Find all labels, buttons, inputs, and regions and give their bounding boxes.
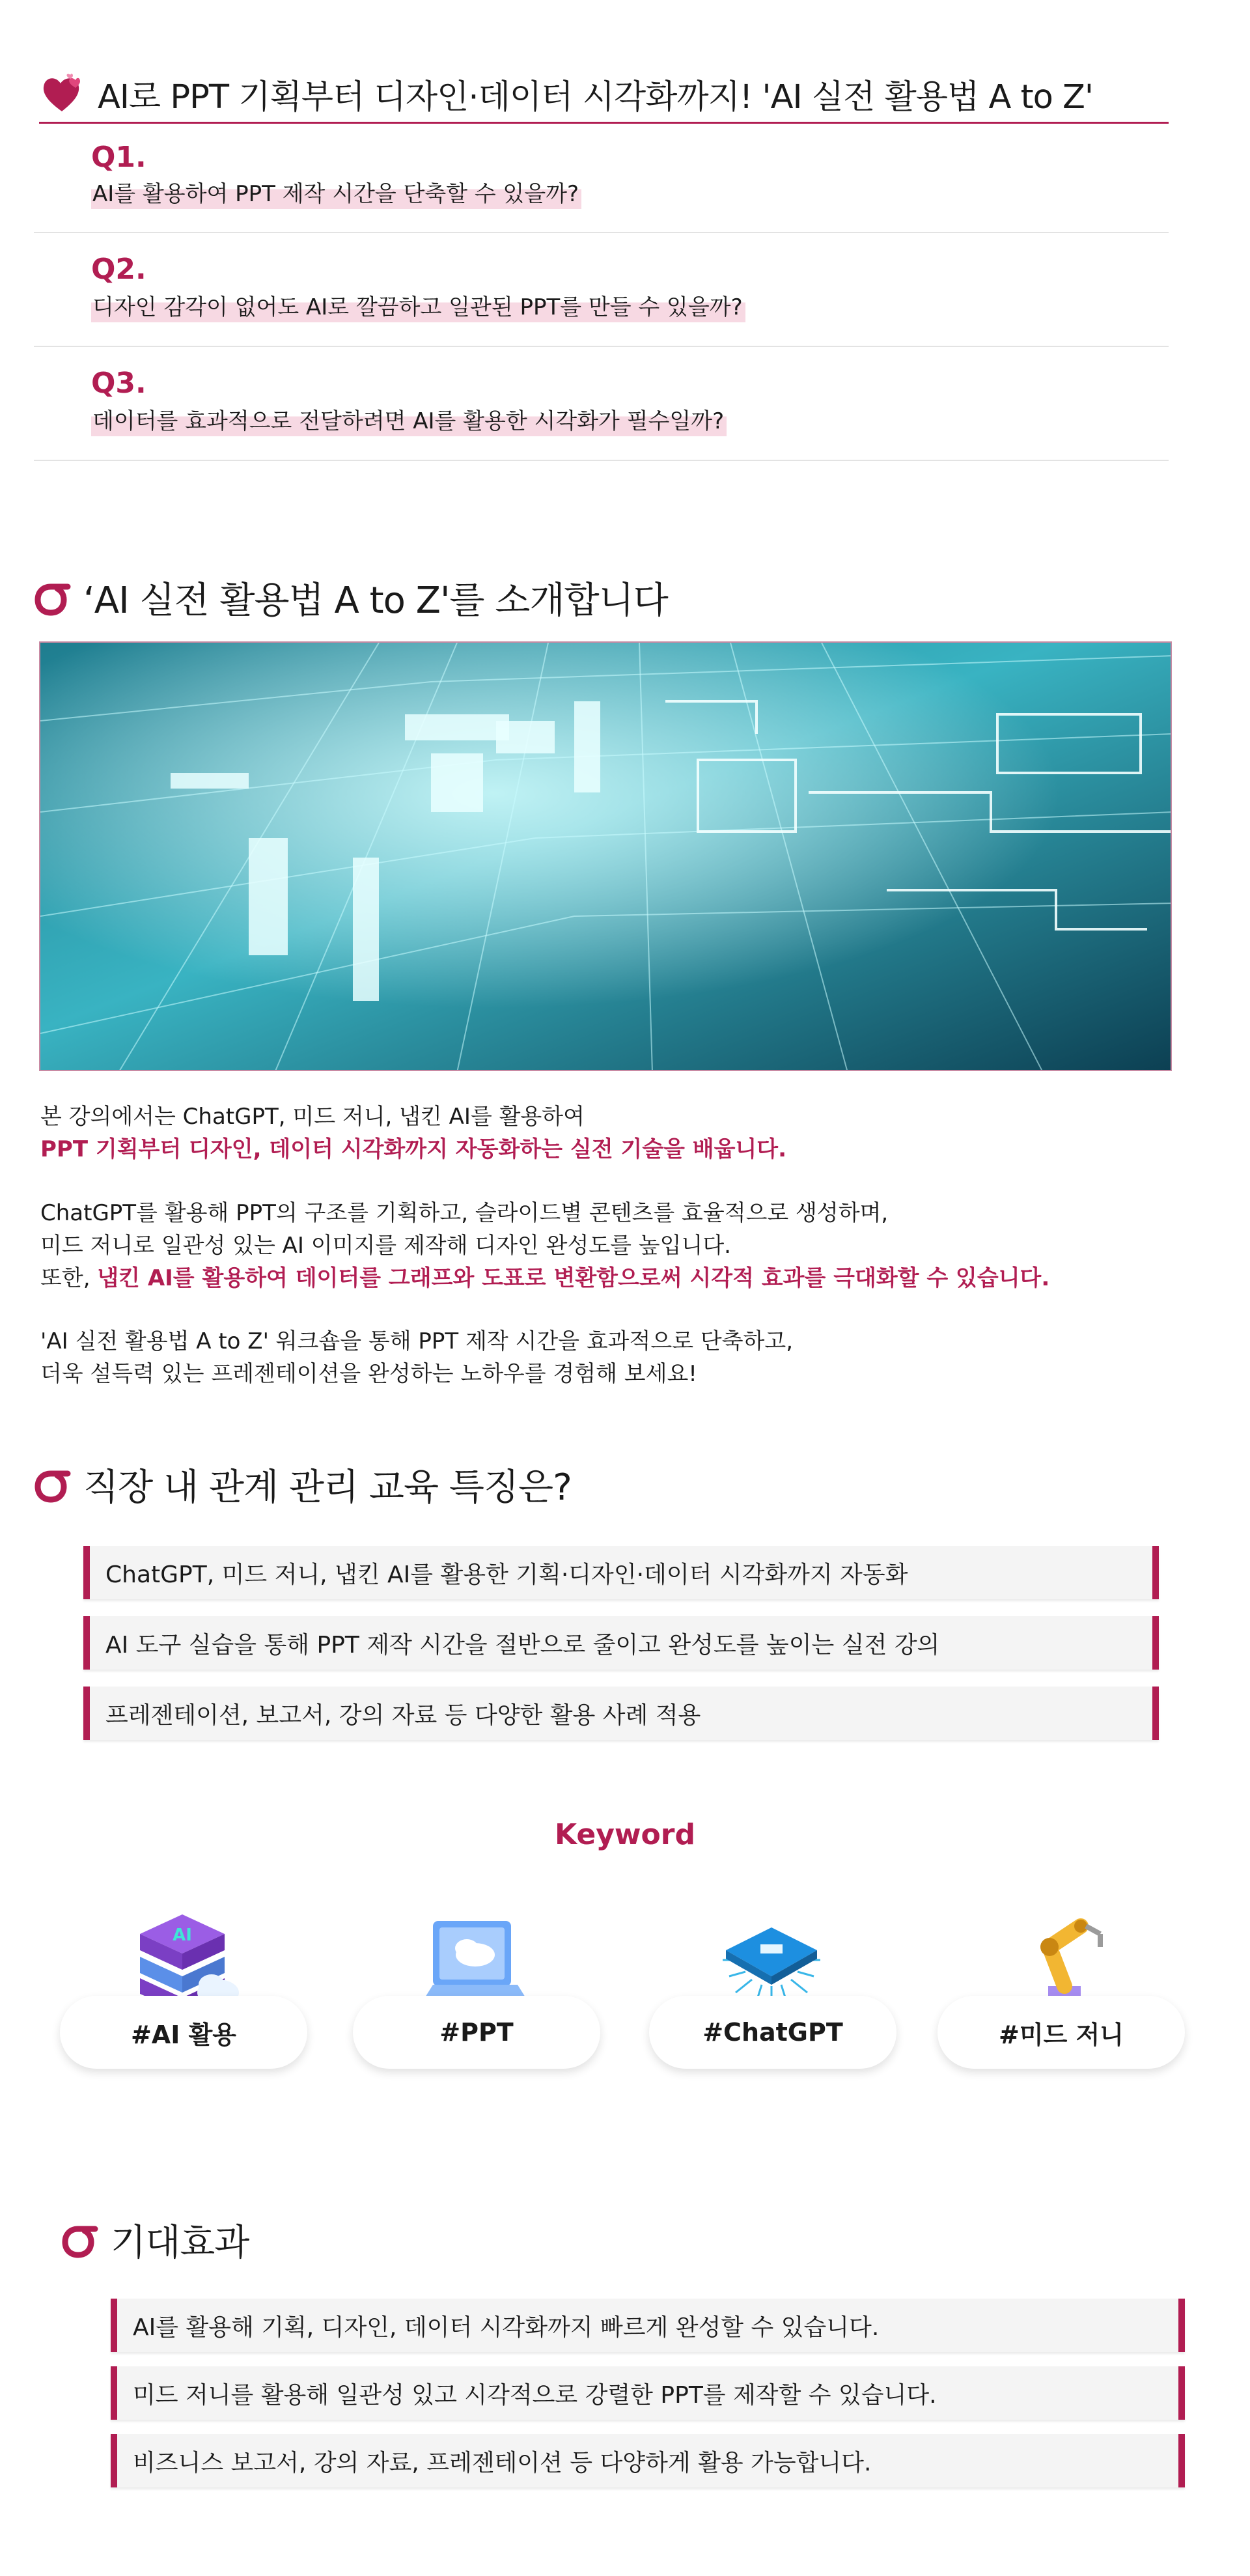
question-item-2 xyxy=(34,233,1169,347)
hearts-icon xyxy=(39,71,85,117)
keyword-pill-ai: #AI 활용 xyxy=(60,1996,307,2069)
keyword-pill-ppt: #PPT xyxy=(353,1996,600,2069)
keyword-pill-midjourney: #미드 저니 xyxy=(938,1996,1185,2069)
intro-text-line: 미드 저니로 일관성 있는 AI 이미지를 제작해 디자인 완성도를 높입니다. xyxy=(40,1233,731,1259)
features-title: 직장 내 관계 관리 교육 특징은? xyxy=(83,1466,572,1509)
ai-badge-text: AI xyxy=(173,1925,192,1945)
intro-accent-line: PPT 기획부터 디자인, 데이터 시각화까지 자동화하는 실전 기술을 배웁니다. xyxy=(40,1136,787,1162)
intro-text-line xyxy=(40,1262,1049,1295)
question-text: 디자인 감각이 없어도 AI로 깔끔하고 일관된 PPT를 만들 수 있을까? xyxy=(91,289,745,322)
intro-accent-text: 냅킨 AI를 활용하여 데이터를 그래프와 도표로 변환함으로써 시각적 효과를 극대화할 수 있습니다. xyxy=(97,1265,1050,1291)
intro-section-heading xyxy=(34,572,668,624)
intro-text-line: ChatGPT를 활용해 PPT의 구조를 기획하고, 슬라이드별 콘텐츠를 효율적으로 생성하며, xyxy=(40,1200,889,1226)
feature-item: 프레젠테이션, 보고서, 강의 자료 등 다양한 활용 사례 적용 xyxy=(83,1687,1159,1740)
feature-item: AI 도구 실습을 통해 PPT 제작 시간을 절반으로 줄이고 완성도를 높이는 실전 강의 xyxy=(83,1616,1159,1670)
intro-paragraph-3 xyxy=(40,1325,793,1390)
sigma-bullet-icon xyxy=(61,2221,99,2259)
features-section-heading xyxy=(34,1459,572,1511)
circuit-illustration xyxy=(40,643,1172,1071)
effects-title: 기대효과 xyxy=(111,2222,249,2264)
intro-paragraph-1 xyxy=(40,1100,786,1166)
question-text: AI를 활용하여 PPT 제작 시간을 단축할 수 있을까? xyxy=(91,176,581,209)
page-title-bar xyxy=(39,65,1169,124)
page-title: AI로 PPT 기획부터 디자인·데이터 시각화까지! 'AI 실전 활용법 A to Z' xyxy=(98,77,1093,117)
question-text: 데이터를 효과적으로 전달하려면 AI를 활용한 시각화가 필수일까? xyxy=(91,403,727,436)
keyword-title: Keyword xyxy=(555,1818,695,1851)
effect-item: 미드 저니를 활용해 일관성 있고 시각적으로 강렬한 PPT를 제작할 수 있습니다. xyxy=(111,2366,1185,2420)
question-number: Q2. xyxy=(91,253,146,286)
effect-item: AI를 활용해 기획, 디자인, 데이터 시각화까지 빠르게 완성할 수 있습니다. xyxy=(111,2299,1185,2352)
sigma-bullet-icon xyxy=(34,1466,72,1504)
intro-text-line: 본 강의에서는 ChatGPT, 미드 저니, 냅킨 AI를 활용하여 xyxy=(40,1104,585,1130)
intro-text-line: 더욱 설득력 있는 프레젠테이션을 완성하는 노하우를 경험해 보세요! xyxy=(40,1361,697,1387)
keyword-pill-chatgpt: #ChatGPT xyxy=(649,1996,896,2069)
question-item-1 xyxy=(34,129,1169,233)
feature-item: ChatGPT, 미드 저니, 냅킨 AI를 활용한 기획·디자인·데이터 시각화까지 자동화 xyxy=(83,1546,1159,1599)
effect-item: 비즈니스 보고서, 강의 자료, 프레젠테이션 등 다양하게 활용 가능합니다. xyxy=(111,2434,1185,2487)
intro-prefix: 또한, xyxy=(40,1265,98,1291)
intro-title: ‘AI 실전 활용법 A to Z'를 소개합니다 xyxy=(83,580,668,622)
sigma-bullet-icon xyxy=(34,579,72,617)
intro-paragraph-2 xyxy=(40,1197,1049,1295)
question-number: Q1. xyxy=(91,141,146,174)
effects-section-heading xyxy=(61,2214,249,2266)
question-item-3 xyxy=(34,347,1169,461)
intro-text-line: 'AI 실전 활용법 A to Z' 워크숍을 통해 PPT 제작 시간을 효과적으로 단축하고, xyxy=(40,1328,794,1354)
tech-circuit-image xyxy=(39,641,1172,1071)
question-number: Q3. xyxy=(91,367,146,400)
